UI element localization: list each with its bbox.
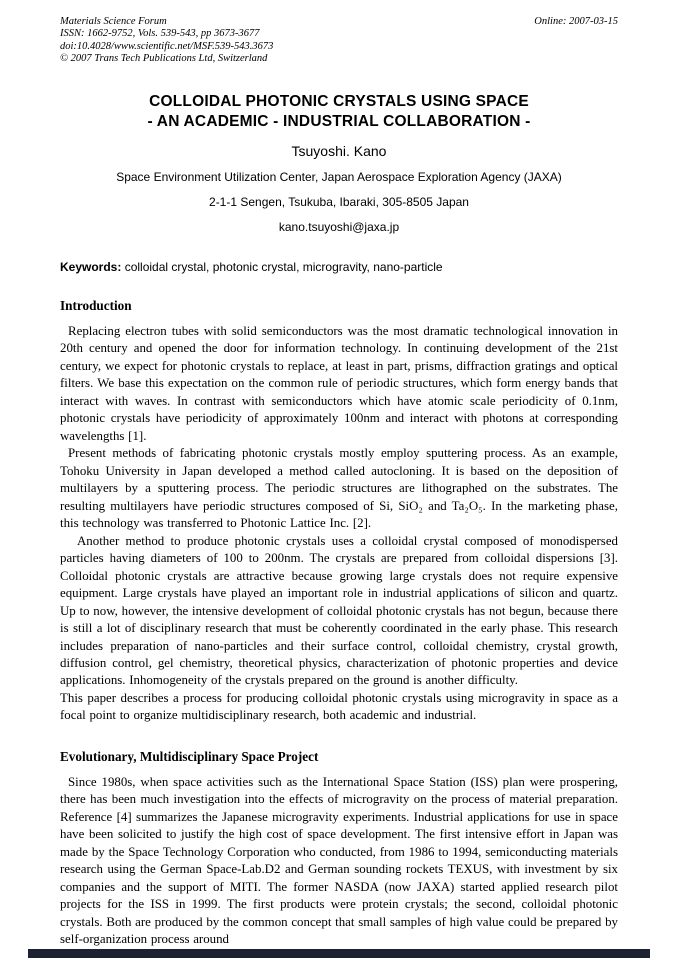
keywords-line (60, 260, 618, 274)
paragraph: Present methods of fabricating photonic crystals mostly employ sputtering process. As an example, Tohoku University in Japan developed a method called autocloning. It is based on the deposition of multilayers by a sputtering process. The periodic structures are lithographed on the substrates. The resulting multilayers have periodic structures composed of Si, SiO₂ and Ta₂O₅. In the marketing phase, this technology was transferred to Photonic Lattice Inc. [2]. (60, 446, 618, 531)
doi-line: doi:10.4028/www.scientific.net/MSF.539-543.3673 (60, 40, 274, 52)
paragraph: Replacing electron tubes with solid semiconductors was the most dramatic technological innovation in 20th century and opened the door for information technology. In continuing development of the 21st century, we expect for photonic crystals to replace, at least in part, prisms, diffraction gratings and optical filters. We base this expectation on the common rule of periodic structures, which form energy bands that interact with waves. In contrast with semiconductors which have atomic scale periodicity of 0.1nm, photonic crystals have periodicity of approximately 100nm and interact with photons at corresponding wavelengths [1]. (60, 323, 618, 443)
bottom-bar (28, 949, 650, 958)
journal-header-left (60, 16, 273, 66)
paper-title (60, 92, 618, 132)
paragraph: Since 1980s, when space activities such as the International Space Station (ISS) plan were prospering, there has been much investigation into the effects of microgravity on the process of material preparation. Reference [4] summarizes the Japanese microgravity experiments. Industrial applications for use in space have been solicited to justify the high cost of space development. The first intensive effort in Japan was made by the Space Technology Corporation who conducted, from 1986 to 1994, semiconducting materials research using the German Space-Lab.D2 and German sounding rockets TEXUS, with investment by six companies and the support of MITI. The former NASDA (now JAXA) started applied research pilot projects for the ISS in 1999. The first products were protein crystals; the second, colloidal photonic crystals. Both are produced by the common concept that small samples of high value could be prepared by self-organization process around (60, 774, 618, 947)
paragraph: This paper describes a process for producing colloidal photonic crystals using microgravity in space as a focal point to organize multidisciplinary research, both academic and industrial. (60, 690, 618, 723)
author-name: Tsuyoshi. Kano (291, 142, 387, 159)
paper-title-line1: COLLOIDAL PHOTONIC CRYSTALS USING SPACE (149, 92, 529, 110)
paper-title-line2: - AN ACADEMIC - INDUSTRIAL COLLABORATION - (147, 112, 531, 130)
section-heading-introduction: Introduction (60, 297, 132, 313)
journal-name: Materials Science Forum (60, 16, 167, 27)
paragraph: Another method to produce photonic crystals uses a colloidal crystal composed of monodispersed particles having diameters of 100 to 200nm. The crystals are prepared from colloidal dispersions [3]. Colloidal photonic crystals are attractive because growing large crystals does not require expensive equipment. Large crystals have played an important role in industrial applications of silicon and quartz. Up to now, however, the intensive development of colloidal photonic crystals has not begun, because there is still a lot of disciplinary research that must be coherently coordinated in the early phase. This research includes preparation of nano-particles and their surface control, colloidal chemistry, crystal growth, diffusion control, gel chemistry, theoretical physics, characterization of photonic properties and device applications. Inhomogeneity of the crystals prepared on the ground is another difficulty. (60, 533, 618, 688)
author-address: 2-1-1 Sengen, Tsukuba, Ibaraki, 305-8505 Japan (209, 194, 469, 209)
section-heading-space-project: Evolutionary, Multidisciplinary Space Project (60, 748, 319, 764)
online-date: Online: 2007-03-15 (534, 16, 618, 27)
keywords-label: Keywords: (60, 259, 122, 274)
journal-header (60, 16, 618, 66)
copyright-line: © 2007 Trans Tech Publications Ltd, Switzerland (60, 53, 268, 65)
keywords-text: colloidal crystal, photonic crystal, microgravity, nano-particle (121, 259, 443, 274)
issn-line: ISSN: 1662-9752, Vols. 539-543, pp 3673-3677 (60, 28, 260, 40)
author-affiliation: Space Environment Utilization Center, Japan Aerospace Exploration Agency (JAXA) (116, 169, 562, 184)
author-email: kano.tsuyoshi@jaxa.jp (278, 219, 400, 234)
